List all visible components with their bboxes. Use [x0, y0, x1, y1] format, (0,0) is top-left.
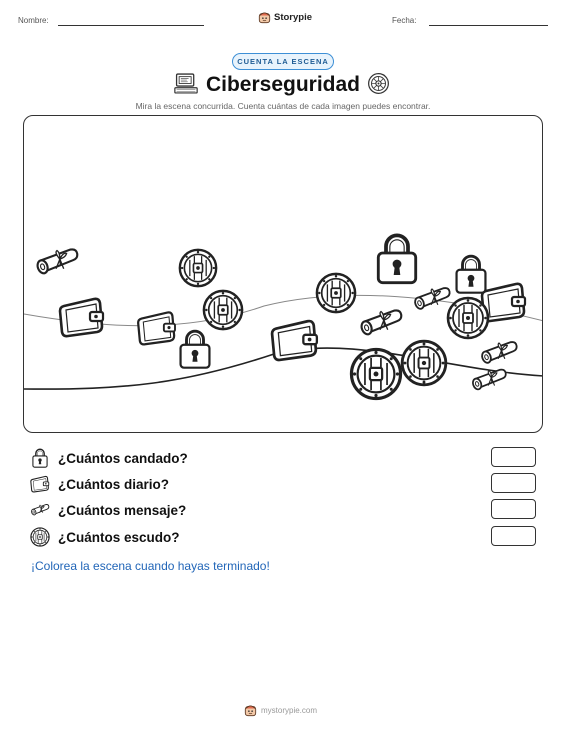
wallet-icon[interactable]	[60, 299, 103, 336]
gear-shield-icon	[367, 72, 390, 95]
scene-canvas	[24, 116, 543, 433]
instructions: Mira la escena concurrida. Cuenta cuántas de cada imagen puedes encontrar.	[135, 101, 431, 111]
footer	[244, 704, 317, 717]
lock-icon[interactable]	[378, 235, 415, 282]
scroll-icon	[30, 500, 50, 520]
wallet-icon[interactable]	[272, 321, 317, 360]
question-text: ¿Cuántos candado?	[58, 450, 188, 466]
mascot-icon	[244, 704, 257, 717]
footer-url[interactable]: mystorypie.com	[261, 706, 318, 715]
scroll-icon[interactable]	[414, 288, 450, 310]
brand-logo	[258, 11, 312, 24]
date-label: Fecha:	[392, 16, 417, 25]
date-field[interactable]	[429, 25, 548, 26]
lock-icon[interactable]	[181, 331, 210, 368]
answer-box-diario[interactable]	[491, 473, 536, 493]
question-row-diario	[30, 473, 536, 495]
answer-box-mensaje[interactable]	[491, 499, 536, 519]
scroll-icon[interactable]	[472, 370, 506, 391]
color-instruction: ¡Colorea la escena cuando hayas terminado!	[31, 559, 270, 573]
page-title: Ciberseguridad	[205, 73, 361, 96]
search-scene[interactable]	[23, 115, 543, 433]
question-row-escudo	[30, 526, 536, 548]
wallet-icon[interactable]	[138, 312, 175, 344]
lock-icon[interactable]	[457, 256, 486, 293]
question-text: ¿Cuántos escudo?	[58, 529, 180, 545]
wallet-icon	[30, 474, 50, 494]
scroll-icon[interactable]	[481, 342, 517, 364]
shield-icon[interactable]	[317, 274, 355, 312]
section-badge: CUENTA LA ESCENA	[232, 53, 334, 70]
question-text: ¿Cuántos mensaje?	[58, 502, 187, 518]
shield-icon[interactable]	[448, 298, 488, 338]
answer-box-candado[interactable]	[491, 447, 536, 467]
scroll-icon[interactable]	[360, 310, 401, 335]
shield-icon	[30, 527, 50, 547]
brand-name: Storypie	[274, 12, 313, 23]
scroll-icon[interactable]	[36, 249, 77, 274]
answer-box-escudo[interactable]	[491, 526, 536, 546]
name-field[interactable]	[58, 25, 204, 26]
lock-icon	[30, 448, 50, 468]
shield-icon[interactable]	[180, 250, 216, 286]
name-label: Nombre:	[18, 16, 49, 25]
shield-icon[interactable]	[351, 349, 400, 398]
question-text: ¿Cuántos diario?	[58, 476, 169, 492]
question-row-mensaje	[30, 499, 536, 521]
shield-icon[interactable]	[402, 341, 446, 385]
mascot-icon	[258, 11, 271, 24]
shield-icon[interactable]	[204, 291, 242, 329]
question-row-candado	[30, 447, 536, 469]
